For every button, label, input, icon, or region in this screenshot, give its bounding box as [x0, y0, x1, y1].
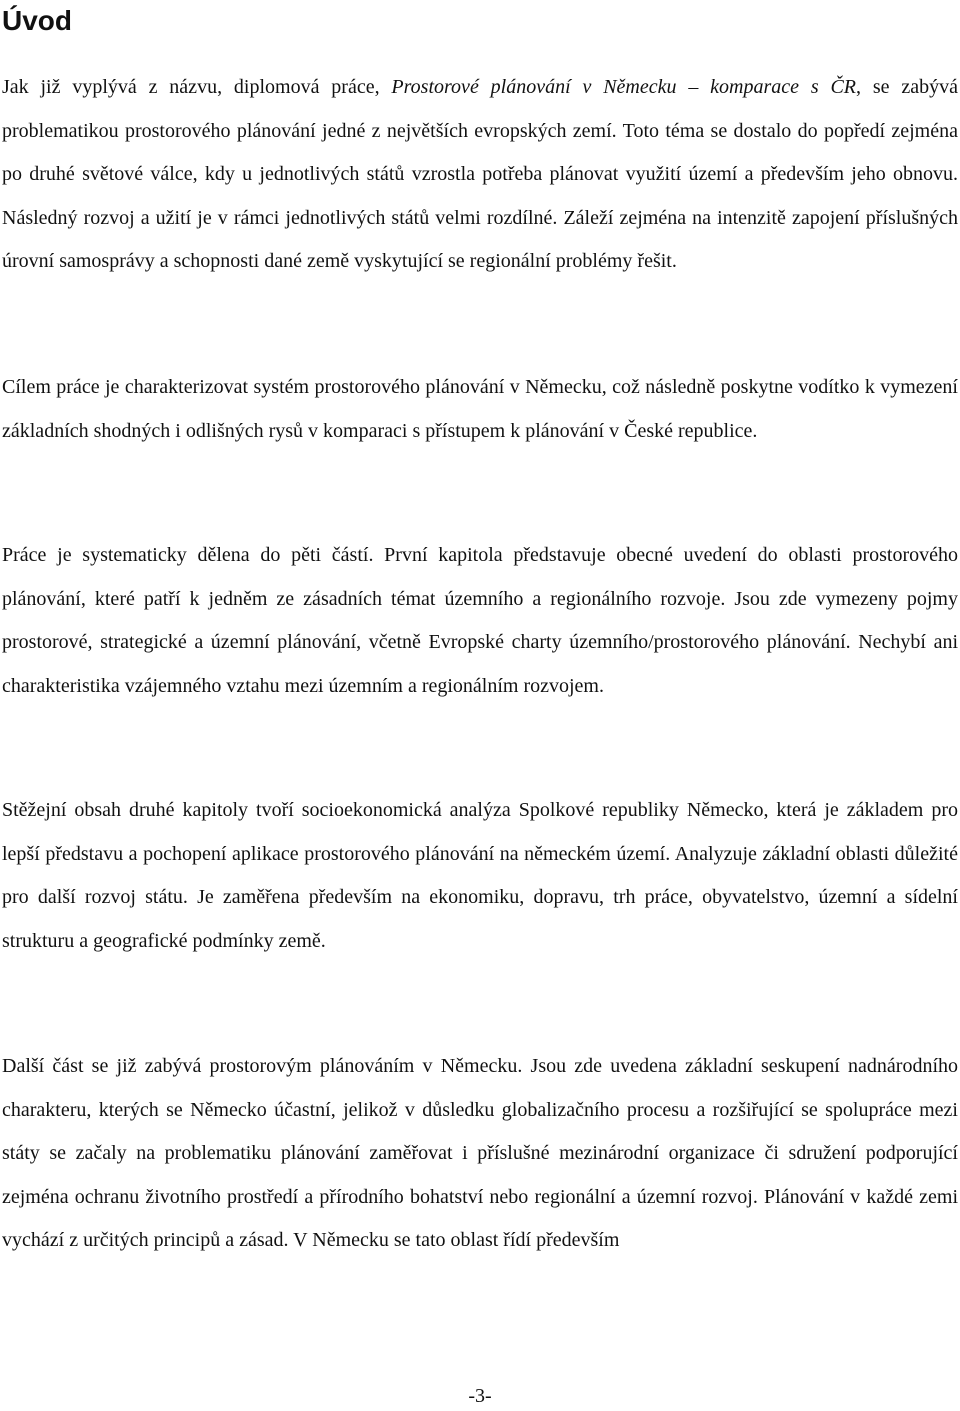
section-heading: Úvod — [2, 5, 72, 36]
paragraph-intro — [2, 66, 958, 284]
paragraph-chapter-two: Stěžejní obsah druhé kapitoly tvoří socioekonomická analýza Spolkové republiky Německo, která je základem pro lepší představu a pochopení aplikace prostorového plánování na německém území. Analyzuje základní oblasti důležité pro další rozvoj státu. Je zaměřena především na ekonomiku, dopravu, trh práce, obyvatelstvo, územní a sídelní strukturu a geografické podmínky země. — [2, 799, 958, 952]
paragraph-intro-lead: Jak již vyplývá z názvu, diplomová práce, — [2, 76, 392, 98]
page-number: -3- — [468, 1385, 492, 1407]
paragraph-chapter-three: Další část se již zabývá prostorovým plánováním v Německu. Jsou zde uvedena základní seskupení nadnárodního charakteru, kterých se Německo účastní, jelikož v důsledku globalizačního procesu a rozšiřující se spolupráce mezi státy se začaly na problematiku plánování zaměřovat i příslušné mezinárodní organizace či sdružení podporující zejména ochranu životního prostředí a přírodního bohatství nebo regionální a územní rozvoj. Plánování v každé zemi vychází z určitých principů a zásad. V Německu se tato oblast řídí především — [2, 1055, 958, 1251]
paragraph-goal: Cílem práce je charakterizovat systém prostorového plánování v Německu, což následně poskytne vodítko k vymezení základních shodných i odlišných rysů v komparaci s přístupem k plánování v České republice. — [2, 376, 958, 442]
paragraph-intro-rest: , se zabývá problematikou prostorového plánování jedné z největších evropských zemí. Toto téma se dostalo do popředí zejména po druhé světové válce, kdy u jednotlivých států vzrostla potřeba plánovat využití území a především jeho obnovu. Následný rozvoj a užití je v rámci jednotlivých států velmi rozdílné. Záleží zejména na intenzitě zapojení příslušných úrovní samosprávy a schopnosti dané země vyskytující se regionální problémy řešit. — [2, 76, 958, 272]
thesis-title: Prostorové plánování v Německu – komparace s ČR — [391, 76, 857, 98]
paragraph-structure: Práce je systematicky dělena do pěti částí. První kapitola představuje obecné uvedení do oblasti prostorového plánování, které patří k jedněm ze zásadních témat územního a regionálního rozvoje. Jsou zde vymezeny pojmy prostorové, strategické a územní plánování, včetně Evropské charty územního/prostorového plánování. Nechybí ani charakteristika vzájemného vztahu mezi územním a regionálním rozvojem. — [2, 544, 958, 697]
